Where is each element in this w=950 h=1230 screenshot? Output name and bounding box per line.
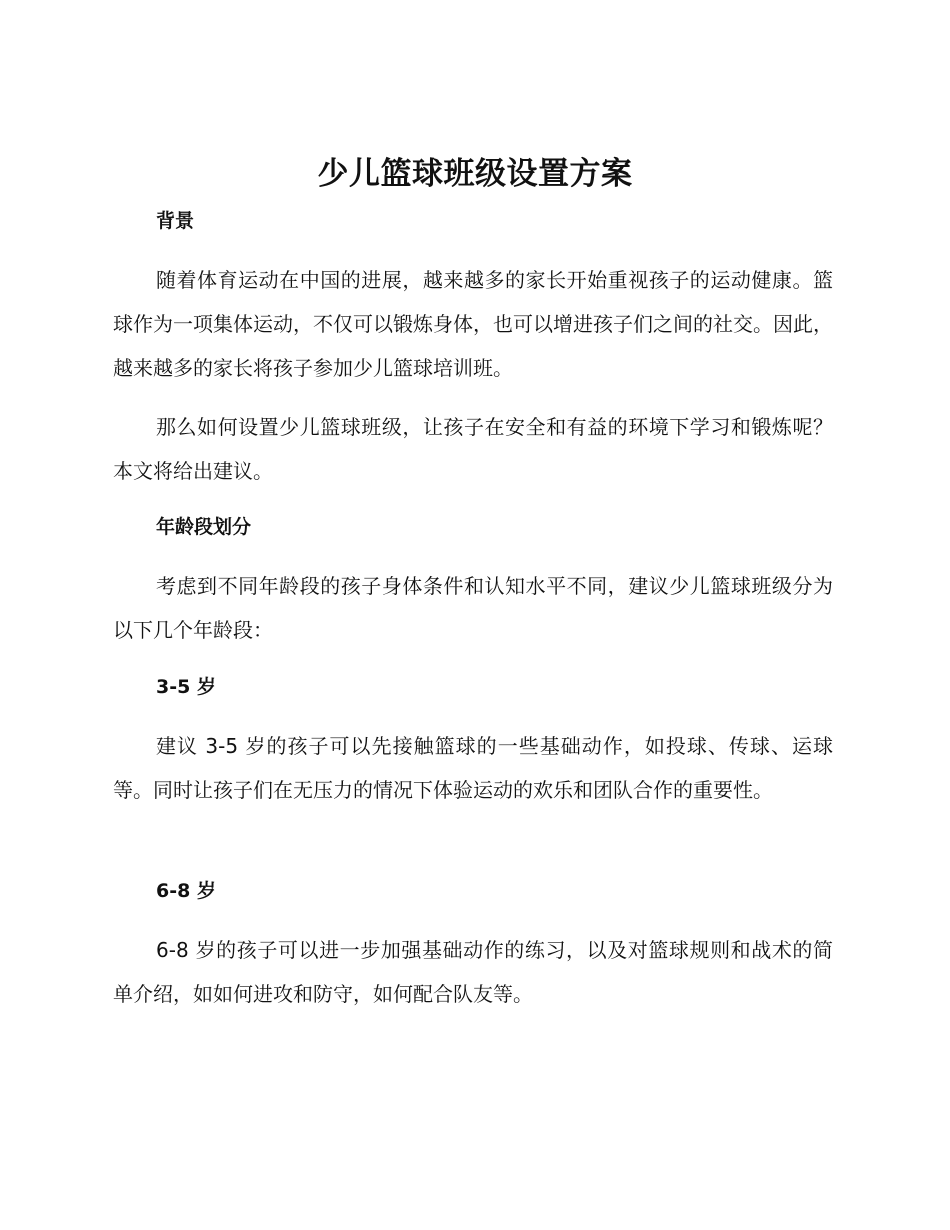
paragraph-age-groups-1: 考虑到不同年龄段的孩子身体条件和认知水平不同，建议少儿篮球班级分为以下几个年龄段： xyxy=(113,574,833,642)
document-title: 少儿篮球班级设置方案 xyxy=(317,156,633,192)
paragraph-background-2: 那么如何设置少儿篮球班级，让孩子在安全和有益的环境下学习和锻炼呢？本文将给出建议。 xyxy=(113,415,833,483)
section-heading-age-3-5: 3-5 岁 xyxy=(156,676,216,698)
paragraph-age-6-8-1: 6-8 岁的孩子可以进一步加强基础动作的练习，以及对篮球规则和战术的简单介绍，如如何进攻和防守，如何配合队友等。 xyxy=(113,938,833,1006)
paragraph-background-1: 随着体育运动在中国的进展，越来越多的家长开始重视孩子的运动健康。篮球作为一项集体运动，不仅可以锻炼身体，也可以增进孩子们之间的社交。因此，越来越多的家长将孩子参加少儿篮球培训班。 xyxy=(113,268,833,380)
section-heading-age-6-8: 6-8 岁 xyxy=(156,880,216,902)
paragraph-age-3-5-1: 建议 3-5 岁的孩子可以先接触篮球的一些基础动作，如投球、传球、运球等。同时让孩子们在无压力的情况下体验运动的欢乐和团队合作的重要性。 xyxy=(113,734,833,802)
section-heading-age-groups: 年龄段划分 xyxy=(156,516,252,538)
section-heading-background: 背景 xyxy=(156,210,195,232)
